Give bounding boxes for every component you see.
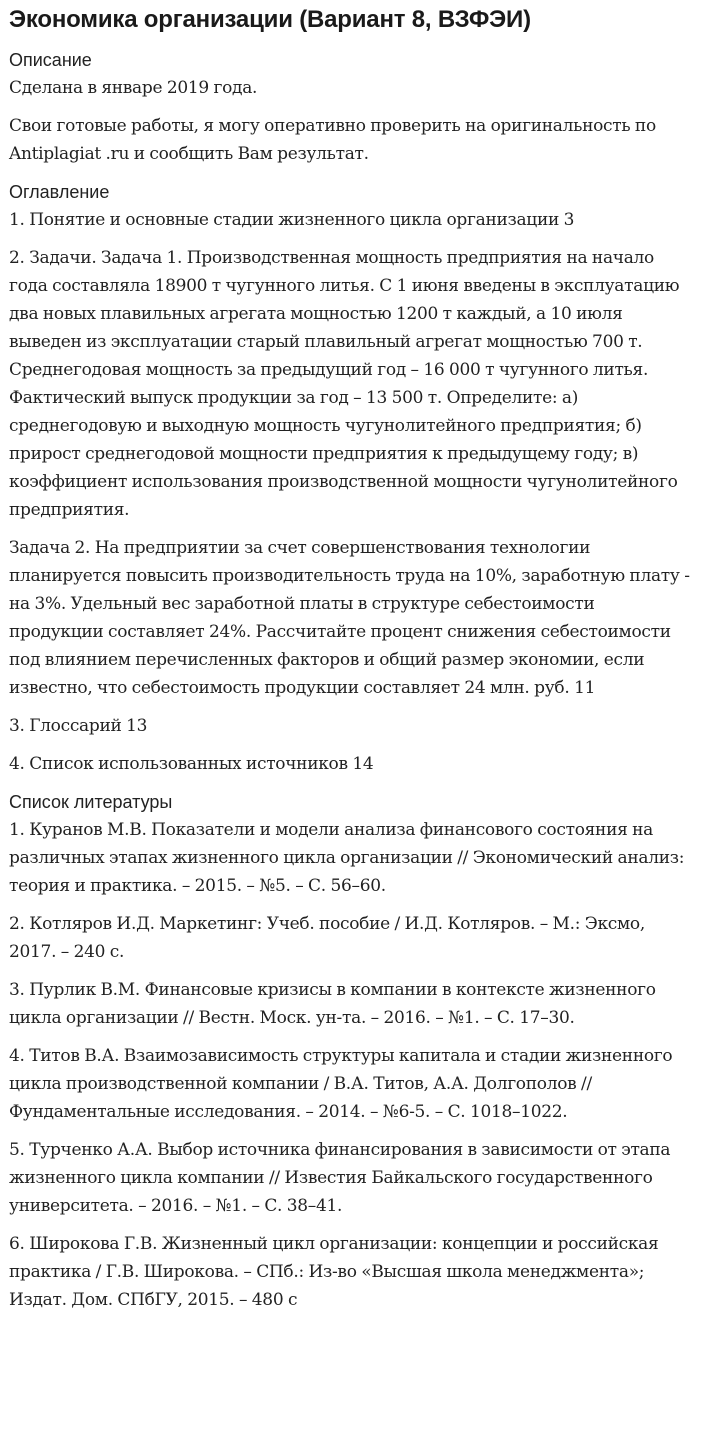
page-title: Экономика организации (Вариант 8, ВЗФЭИ) xyxy=(9,6,531,33)
literature-item: 4. Титов В.А. Взаимозависимость структуры капитала и стадии жизненного цикла производственной компании / В.А. Титов, А.А. Долгополов // Фундаментальные исследования. – 2014. – №6-5. – С. 1018–1022. xyxy=(9,1046,673,1122)
literature-item: 2. Котляров И.Д. Маркетинг: Учеб. пособие / И.Д. Котляров. – М.: Эксмо, 2017. – 240 с. xyxy=(9,914,645,962)
toc-item: 4. Список использованных источников 14 xyxy=(9,754,374,774)
literature-item: 6. Широкова Г.В. Жизненный цикл организации: концепции и российская практика / Г.В. Широкова. – СПб.: Из-во «Высшая школа менеджмента»; Издат. Дом. СПбГУ, 2015. – 480 с xyxy=(9,1234,659,1310)
literature-item: 3. Пурлик В.М. Финансовые кризисы в компании в контексте жизненного цикла организации // Вестн. Моск. ун-та. – 2016. – №1. – С. 17–30. xyxy=(9,980,656,1028)
toc-item: 2. Задачи. Задача 1. Производственная мощность предприятия на начало года составляла 18900 т чугунного литья. С 1 июня введены в эксплуатацию два новых плавильных агрегата мощностью 1200 т каждый, а 10 июля выведен из эксплуатации старый плавильный агрегат мощностью 700 т. Среднегодовая мощность за предыдущий год – 16 000 т чугунного литья. Фактический выпуск продукции за год – 13 500 т. Определите: а) среднегодовую и выходную мощность чугунолитейного предприятия; б) прирост среднегодовой мощности предприятия к предыдущему году; в) коэффициент использования производственной мощности чугунолитейного предприятия. xyxy=(9,248,680,520)
literature-item: 5. Турченко А.А. Выбор источника финансирования в зависимости от этапа жизненного цикла компании // Известия Байкальского государственного университета. – 2016. – №1. – С. 38–41. xyxy=(9,1140,671,1216)
toc-item: 1. Понятие и основные стадии жизненного цикла организации 3 xyxy=(9,210,575,230)
toc-item: Задача 2. На предприятии за счет совершенствования технологии планируется повысить производительность труда на 10%, заработную плату - на 3%. Удельный вес заработной платы в структуре себестоимости продукции составляет 24%. Рассчитайте процент снижения себестоимости под влиянием перечисленных факторов и общий размер экономии, если известно, что себестоимость продукции составляет 24 млн. руб. 11 xyxy=(9,538,690,698)
description-heading: Описание xyxy=(9,50,92,70)
toc-section xyxy=(9,178,693,778)
description-paragraph: Свои готовые работы, я могу оперативно проверить на оригинальность по Antiplagiat .ru и сообщить Вам результат. xyxy=(9,116,656,164)
toc-item: 3. Глоссарий 13 xyxy=(9,716,148,736)
description-section xyxy=(9,46,693,168)
literature-item: 1. Куранов М.В. Показатели и модели анализа финансового состояния на различных этапах жизненного цикла организации // Экономический анализ: теория и практика. – 2015. – №5. – С. 56–60. xyxy=(9,820,685,896)
literature-section xyxy=(9,788,693,1314)
document xyxy=(9,4,693,1324)
literature-heading: Список литературы xyxy=(9,792,173,812)
toc-heading: Оглавление xyxy=(9,182,110,202)
description-paragraph: Сделана в январе 2019 года. xyxy=(9,78,258,98)
